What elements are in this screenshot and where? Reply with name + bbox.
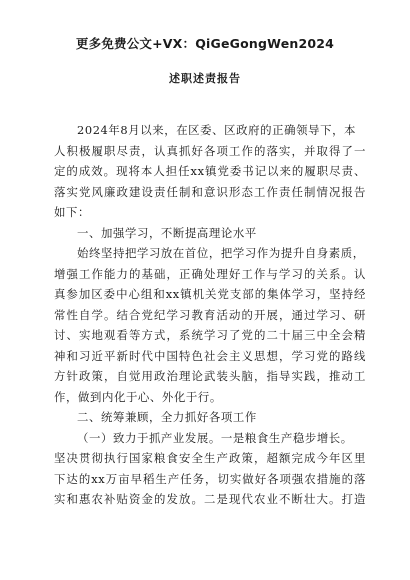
- subsection-heading: （一）致力于抓产业发展。一是粮食生产稳步增长。: [77, 430, 353, 445]
- body-line: 下达的xx万亩早稻生产任务，切实做好各项强农措施的落: [54, 471, 366, 486]
- body-line: 真参加区委中心组和xx镇机关党支部的集体学习，坚持经: [54, 287, 366, 301]
- body-line: 定的成效。现将本人担任xx镇党委书记以来的履职尽责、: [54, 164, 366, 178]
- body-line: 增强工作能力的基础，正确处理好工作与学习的关系。认: [54, 266, 366, 281]
- body-line: 落实党风廉政建设责任制和意识形态工作责任制情况报告: [54, 184, 366, 199]
- body-line: 常性自学。结合党纪学习教育活动的开展，通过学习、研: [54, 307, 366, 322]
- document-title: 述职述责报告: [169, 72, 241, 85]
- body-line: 人积极履职尽责，认真抓好各项工作的落实，并取得了一: [54, 143, 366, 158]
- section-heading-2: 二、统筹兼顾，全力抓好各项工作: [77, 410, 257, 424]
- body-line: 神和习近平新时代中国特色社会主义思想，学习党的路线: [54, 348, 366, 363]
- body-line: 如下：: [54, 205, 90, 219]
- document-body: [54, 120, 366, 510]
- section-heading-1: 一、加强学习，不断提高理论水平: [77, 225, 257, 240]
- body-line: 方针政策，自觉用政治理论武装头脑，指导实践，推动工: [54, 369, 366, 383]
- header-banner: 更多免费公文+VX：QiGeGongWen2024: [75, 36, 335, 51]
- body-line: 2024年8月以来，在区委、区政府的正确领导下，本: [77, 123, 357, 137]
- body-line: 作，做到内化于心、外化于行。: [54, 389, 222, 404]
- body-line: 实和惠农补贴资金的发放。二是现代农业不断壮大。打造: [54, 492, 366, 506]
- body-line: 讨、实地观看等方式，系统学习了党的二十届三中全会精: [54, 328, 366, 342]
- body-line: 坚决贯彻执行国家粮食安全生产政策，超额完成今年区里: [54, 451, 366, 465]
- body-line: 始终坚持把学习放在首位，把学习作为提升自身素质，: [77, 246, 365, 260]
